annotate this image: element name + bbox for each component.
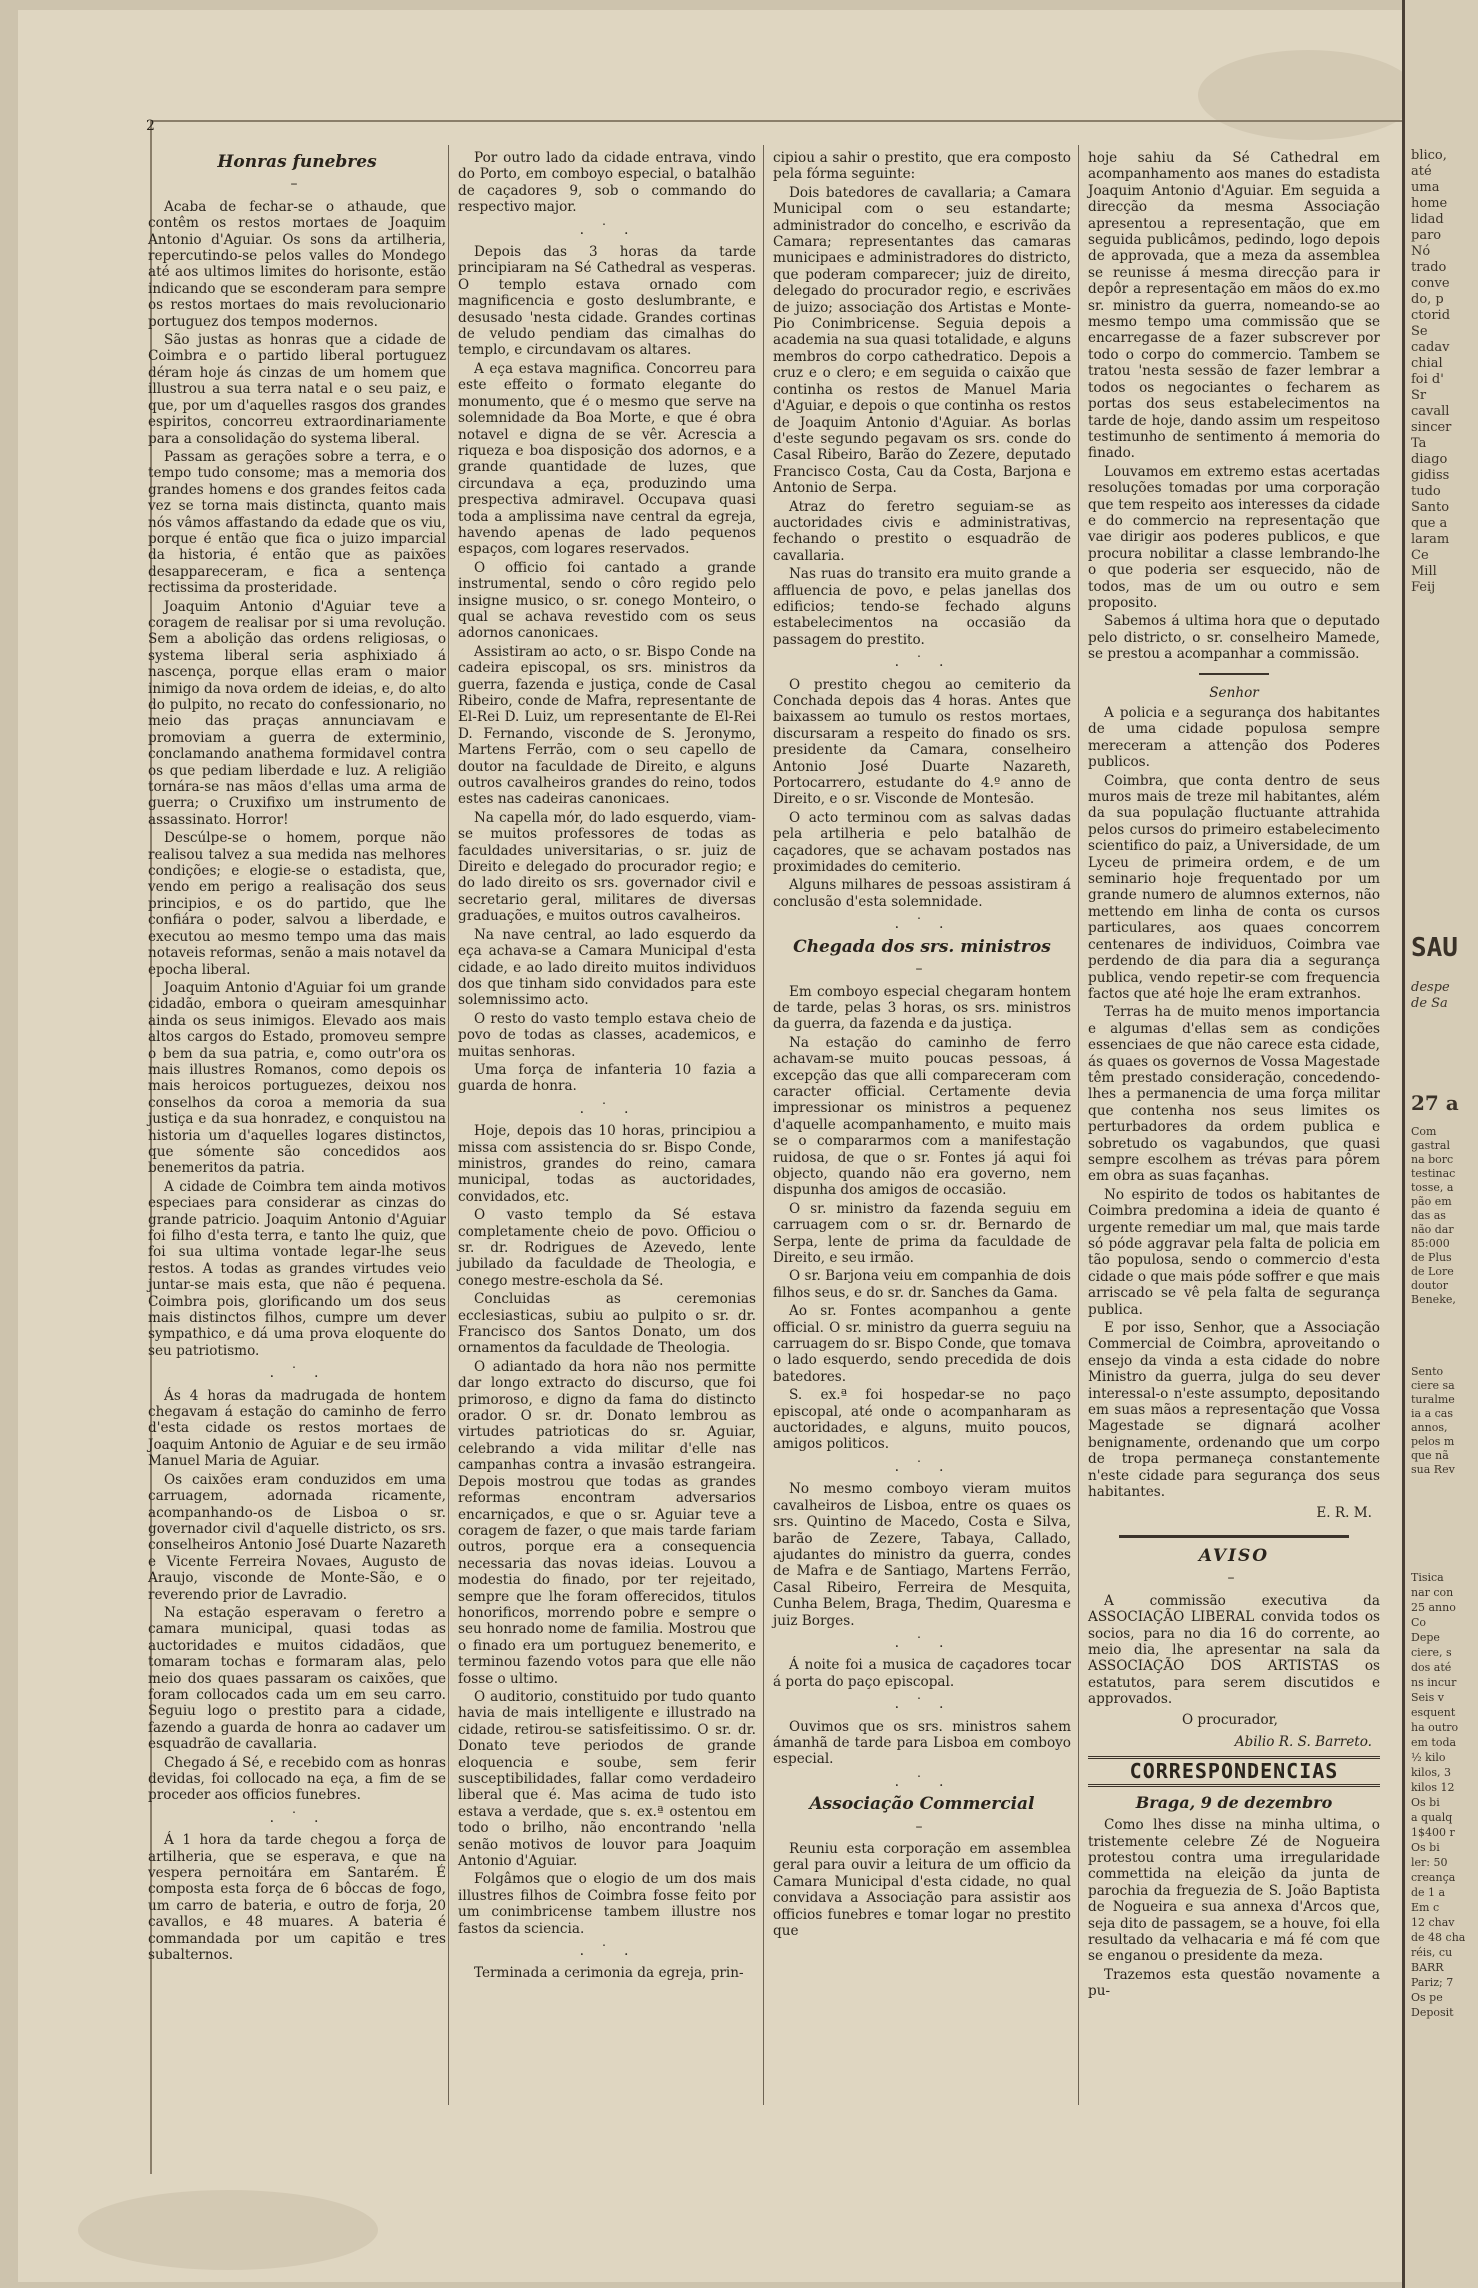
edge-text-mid <box>1411 1125 1478 1307</box>
edge-line: despe <box>1411 980 1450 995</box>
edge-line: Sento <box>1411 1365 1444 1378</box>
paragraph: Concluidas as ceremonias ecclesiasticas, subiu ao pulpito o sr. dr. Francisco dos Santos Donato, um dos ornamentos da faculdade de Theologia. <box>458 1291 756 1357</box>
edge-line: ciere sa <box>1411 1379 1455 1392</box>
separator-dots: . ˙ . <box>579 1943 635 1960</box>
paragraph: Descúlpe-se o homem, porque não realisou talvez a sua medida nas melhores condições; e elogie-se o estadista, que, vendo em perigo a realisação dos seus principios, e os do partido, que lhe confiára o poder, salvou a liberdade, e executou ao mesmo tempo uma das mais notaveis reformas, senão a mais notavel da epocha liberal. <box>148 830 446 978</box>
edge-line: que a <box>1411 516 1448 531</box>
edge-line: BARR <box>1411 1961 1444 1974</box>
salutation: Senhor <box>1209 684 1259 701</box>
paragraph: No mesmo comboyo vieram muitos cavalheiros de Lisboa, entre os quaes os srs. Quintino de Macedo, Costa e Silva, barão de Zezere, Tabaya, Callado, ajudantes do ministro da guerra, condes de Mafra e de Santiago, Martens Ferrão, Casal Ribeiro, Ferreira de Mesquita, Cunha Belem, Braga, Thedim, Quaresma e juiz Borges. <box>773 1481 1071 1629</box>
edge-line: Ce <box>1411 548 1429 563</box>
notice-signature: Abilio R. S. Barreto. <box>1234 1733 1372 1750</box>
paragraph: O acto terminou com as salvas dadas pela artilheria e pelo batalhão de caçadores, que se achavam postados nas proximidades do cemiterio. <box>773 809 1071 876</box>
paragraph: cipiou a sahir o prestito, que era composto pela fórma seguinte: <box>773 150 1071 183</box>
edge-line: diago <box>1411 452 1448 467</box>
edge-line: conve <box>1411 276 1450 291</box>
separator-dots: . ˙ . <box>894 916 950 933</box>
edge-line: ia a cas <box>1411 1407 1453 1420</box>
separator-dots: . ˙ . <box>894 1696 950 1713</box>
article-title-honras-funebres: Honras funebres <box>217 152 377 172</box>
separator-dots: . ˙ . <box>269 1809 325 1826</box>
paragraph: Atraz do feretro seguiam-se as auctoridades civis e administrativas, fechando o prestito o esquadrão de cavallaria. <box>773 498 1071 564</box>
separator-dash: – <box>1227 1570 1241 1587</box>
edge-line: uma <box>1411 180 1440 195</box>
paragraph: Joaquim Antonio d'Aguiar teve a coragem de realisar por si uma revolução. Sem a abolição das ordens religiosas, o systema liberal seria asphixiado á nascença, porque ellas eram o maior inimigo da nova ordem de ideias, e, do alto do pulpito, no recato do confessionario, no meio das praças annunciavam e promoviam a guerra de exterminio, conclamando anathema formidavel contra os que pediam liberdade e luz. A religião tornára-se nas mãos d'ellas uma arma de guerra; o Cruxifixo um instrumento de assassinato. Horror! <box>148 598 446 828</box>
separator-dots: . ˙ . <box>894 1458 950 1475</box>
paragraph: Ás 4 horas da madrugada de hontem chegavam á estação do caminho de ferro d'esta cidade os restos mortaes de Joaquim Antonio de Aguiar e de seu irmão Manuel Maria de Aguiar. <box>148 1387 446 1470</box>
paragraph: Sabemos á ultima hora que o deputado pelo districto, o sr. conselheiro Mamede, se prestou a acompanhar a commissão. <box>1088 613 1380 663</box>
edge-line: Se <box>1411 324 1428 339</box>
paragraph: Trazemos esta questão novamente a pu- <box>1088 1966 1380 2000</box>
article-body <box>148 199 446 1964</box>
edge-line: trado <box>1411 260 1447 275</box>
edge-line: ler: 50 <box>1411 1856 1448 1869</box>
edge-line: paro <box>1411 228 1442 243</box>
notice-text: A commissão executiva da ASSOCIAÇÃO LIBERAL convida todos os socios, para no dia 16 do corrente, ao meio dia, lhe apresentar na sala da ASSOCIAÇÃO DOS ARTISTAS os estatutos, para serem discutidos e approvados. <box>1088 1592 1380 1708</box>
edge-line: pelos m <box>1411 1435 1455 1448</box>
edge-line: kilos, 3 <box>1411 1766 1451 1779</box>
paragraph: O officio foi cantado a grande instrumental, sendo o côro regido pelo insigne musico, o sr. conego Monteiro, o qual se achava revestido com os seus adornos canonicaes. <box>458 559 756 642</box>
column-separator <box>1078 145 1079 2105</box>
edge-line: Co <box>1411 1616 1427 1629</box>
article-title-associacao-commercial: Associação Commercial <box>809 1794 1035 1815</box>
paragraph: O adiantado da hora não nos permitte dar longo extracto do discurso, que foi primoroso, e digno da fama do distincto orador. O sr. dr. Donato lembrou as virtudes patrioticas do sr. Aguiar, celebrando a vida militar d'elle nas campanhas contra a invasão estrangeira. Depois mostrou que todas as grandes reformas encontram adversarios encarniçados, e que o sr. Aguiar teve a coragem de fazer, o que mais tarde fariam outros, porque era a consequencia necessaria das novas ideias. Louvou a modestia do finado, por ter rejeitado, sempre que lhe foram offerecidos, titulos honorificos, morrendo pobre e sempre o seu honrado nome de familia. Mostrou que o finado era um portuguez benemerito, e terminou fazendo votos para que elle não fosse o ultimo. <box>458 1358 756 1687</box>
paragraph: Joaquim Antonio d'Aguiar foi um grande cidadão, embora o queiram amesquinhar ainda os seus inimigos. Elevado aos mais altos cargos do Estado, promoveu sempre o bem da sua patria, e, como outr'ora os mais illustres Romanos, como depois os mais heroicos portuguezes, deixou nos conselhos da coroa a memoria da sua justiça e da sua honradez, e conquistou na historia um d'aquelles logares distinctos, que sómente são concedidos aos benemeritos da patria. <box>148 979 446 1177</box>
edge-line: Pariz; 7 <box>1411 1976 1454 1989</box>
paragraph: Por outro lado da cidade entrava, vindo do Porto, em comboyo especial, o batalhão de caçadores 9, sob o commando do respectivo major. <box>458 150 756 216</box>
edge-line: Os bi <box>1411 1796 1440 1809</box>
edge-line: Feij <box>1411 580 1436 595</box>
edge-line: chial <box>1411 356 1443 371</box>
edge-line: 85:000 <box>1411 1237 1450 1250</box>
edge-line: 25 anno <box>1411 1601 1456 1614</box>
edge-line: lidad <box>1411 212 1444 227</box>
paper-stain <box>78 2190 378 2270</box>
paragraph: A eça estava magnifica. Concorreu para este effeito o formato elegante do monumento, que é o mesmo que serve na solemnidade da Boa Morte, e que é obra notavel e digna de se vêr. Acrescia a riqueza e boa disposição dos adornos, e a grande quantidade de luzes, que circundava a eça, produzindo uma prespectiva admiravel. Occupava quasi toda a amplissima nave central da egreja, havendo apenas de lado pequenos espaços, com logares reservados. <box>458 360 756 558</box>
edge-line: até <box>1411 164 1432 179</box>
edge-subtitle <box>1411 980 1478 1012</box>
edge-line: creança <box>1411 1871 1456 1884</box>
paragraph: Na estação esperavam o feretro a camara municipal, quasi todas as auctoridades e muitos cidadãos, que tomaram tochas e formaram alas, pelo meio dos quaes passaram os caixões, que foram collocados cada um em seu carro. Seguiu logo o prestito para a cidade, fazendo a guarda de honra ao cadaver um esquadrão de cavallaria. <box>148 1604 446 1753</box>
edge-line: turalme <box>1411 1393 1455 1406</box>
edge-line: Nó <box>1411 244 1431 259</box>
edge-line: laram <box>1411 532 1450 547</box>
edge-line: dos até <box>1411 1661 1452 1674</box>
edge-line: doutor <box>1411 1279 1449 1292</box>
edge-line: de Plus <box>1411 1251 1452 1264</box>
edge-line: Em c <box>1411 1901 1440 1914</box>
paragraph: O sr. ministro da fazenda seguiu em carruagem com o sr. dr. Bernardo de Serpa, lente de prima da faculdade de Direito, e seu irmão. <box>773 1200 1071 1266</box>
edge-line: que nã <box>1411 1449 1449 1462</box>
paragraph: Alguns milhares de pessoas assistiram á conclusão d'esta solemnidade. <box>773 877 1071 910</box>
edge-text-bottom <box>1411 1570 1478 2020</box>
separator-dots: . ˙ . <box>579 221 635 238</box>
edge-line: Santo <box>1411 500 1450 515</box>
edge-heading: SAU <box>1411 933 1458 963</box>
rule-separator <box>1199 673 1269 675</box>
edge-line: Mill <box>1411 564 1437 579</box>
column-separator <box>448 145 449 2105</box>
edge-line: Os pe <box>1411 1991 1443 2004</box>
dateline: Braga, 9 de dezembro <box>1135 1792 1333 1812</box>
edge-line: de Sa <box>1411 996 1448 1011</box>
edge-line: blico, <box>1411 148 1447 163</box>
edge-line: das as <box>1411 1209 1446 1222</box>
separator-dash: – <box>290 176 304 193</box>
edge-line: 1$400 r <box>1411 1826 1455 1839</box>
paragraph: Passam as gerações sobre a terra, e o tempo tudo consome; mas a memoria dos grandes homens e dos grandes feitos cada vez se torna mais distincta, quanto mais nós vâmos affastando da edade que os viu, porque é então que fica o juizo imparcial da historia, é então que as paixões desappareceram, e fica a sentença rectissima da prosteridade. <box>148 448 446 597</box>
edge-line: cadav <box>1411 340 1450 355</box>
paragraph: Na capella mór, do lado esquerdo, viam-se muitos professores de todas as faculdades universitarias, o sr. juiz de Direito e delegado do procurador regio; e do lado direito os srs. governador civil e secretario geral, militares de diversas graduações, e muitos outros cavalheiros. <box>458 809 756 925</box>
paragraph: Folgâmos que o elogio de um dos mais illustres filhos de Coimbra fosse feito por um conimbricense tambem illustre nos fastos da sciencia. <box>458 1871 756 1937</box>
paragraph: Ao sr. Fontes acompanhou a gente official. O sr. ministro da guerra seguiu na carruagem do sr. Bispo Conde, que tomava o lado esquerdo, sendo precedida de dois batedores. <box>773 1303 1071 1385</box>
column-4 <box>1088 150 1380 2002</box>
edge-line: home <box>1411 196 1448 211</box>
edge-line: Sr <box>1411 388 1427 403</box>
edge-line: ciere, s <box>1411 1646 1452 1659</box>
edge-line: de 48 cha <box>1411 1931 1466 1944</box>
edge-line: Tisica <box>1411 1571 1444 1584</box>
separator-dash: – <box>915 1818 929 1835</box>
edge-line: pão em <box>1411 1195 1452 1208</box>
page-number: 2 <box>146 118 155 134</box>
separator-dash: – <box>915 961 929 978</box>
paragraph: São justas as honras que a cidade de Coimbra e o partido liberal portuguez déram hoje ás cinzas de um homem que illustrou a sua terra natal e o seu paiz, e que, por um d'aquelles rasgos dos grandes espiritos, concorreu extraordinariamente para a consolidação do systema liberal. <box>148 332 446 447</box>
signature: E. R. M. <box>1316 1504 1372 1521</box>
edge-line: de Lore <box>1411 1265 1454 1278</box>
paragraph: Nas ruas do transito era muito grande a affluencia de povo, e pelas janellas dos edificios; tendo-se fechado alguns estabelecimentos na occasião da passagem do prestito. <box>773 566 1071 648</box>
edge-text-top <box>1411 148 1478 596</box>
paragraph: Coimbra, que conta dentro de seus muros mais de treze mil habitantes, além da sua população fluctuante attrahida pelos cursos do primeiro estabelecimento scientifico do paiz, a Universidade, de um Lyceu de primeira ordem, e de um seminario hoje frequentado por um grande numero de alumnos externos, não mettendo em linha de conta os cursos particulares, aos quaes concorrem centenares de individuos, Coimbra vae perdendo de dia para dia a segurança publica, vendo repetir-se com frequencia factos que até hoje lhe eram extranhos. <box>1088 772 1380 1002</box>
paragraph: Assistiram ao acto, o sr. Bispo Conde na cadeira episcopal, os srs. ministros da guerra, fazenda e justiça, conde de Casal Ribeiro, conde de Mafra, representante de El-Rei D. Luiz, um representante de El-Rei D. Fernando, visconde de S. Jeronymo, Martens Ferrão, com o seu capello de doutor na faculdade de Direito, e alguns outros cavalheiros grandes do reino, todos estes nas cadeiras canonicaes. <box>458 643 756 808</box>
edge-line: esquent <box>1411 1706 1456 1719</box>
paragraph: Acaba de fechar-se o athaude, que contêm os restos mortaes de Joaquim Antonio d'Aguiar. Os sons da artilheria, repercutindo-se pelos valles do Mondego até aos ultimos limites do horisonte, estão indicando que se esconderam para sempre os restos mortaes do mais revolucionario portuguez dos tempos modernos. <box>148 198 446 330</box>
paragraph: Na nave central, ao lado esquerdo da eça achava-se a Camara Municipal d'esta cidade, e ao lado direito muitos individuos dos que tinham sido convidados para este solemnissimo acto. <box>458 926 756 1009</box>
edge-line: gastral <box>1411 1139 1450 1152</box>
separator-dots: . ˙ . <box>894 1634 950 1651</box>
edge-line: ha outro <box>1411 1721 1459 1734</box>
edge-line: Com <box>1411 1125 1437 1138</box>
paragraph: O prestito chegou ao cemiterio da Conchada depois das 4 horas. Antes que baixassem ao tumulo os restos mortaes, discursaram a respeito do finado os srs. presidente da Camara, conselheiro Antonio José Duarte Nazareth, Portocarrero, estudante do 4.º anno de Direito, e o sr. Visconde de Montesão. <box>773 676 1071 808</box>
edge-line: sua Rev <box>1411 1463 1455 1476</box>
edge-line: na borc <box>1411 1153 1454 1166</box>
paragraph: Chegado á Sé, e recebido com as honras devidas, foi collocado na eça, a fim de se proceder aos officios funebres. <box>148 1754 446 1804</box>
paragraph: Terminada a cerimonia da egreja, prin- <box>474 1965 744 1982</box>
paragraph: Hoje, depois das 10 horas, principiou a missa com assistencia do sr. Bispo Conde, ministros, grandes do reino, camara municipal, todas as auctoridades, convidados, etc. <box>458 1123 756 1205</box>
separator-dots: . ˙ . <box>269 1365 325 1382</box>
notice-title: AVISO <box>1198 1545 1270 1566</box>
column-3 <box>773 150 1071 1941</box>
paragraph: O auditorio, constituido por tudo quanto havia de mais intelligente e illustrado na cidade, retirou-se satisfeitissimo. O sr. dr. Donato teve periodos de grande eloquencia e soube, sem ferir susceptibilidades, fallar como verdadeiro liberal que é. Mas acima de tudo isto estava a verdade, que s. ex.ª ostentou em todo o brilho, não encontrando 'nella senão motivos de louvor para Joaquim Antonio d'Aguiar. <box>458 1688 756 1870</box>
paragraph: O sr. Barjona veiu em companhia de dois filhos seus, e do sr. dr. Sanches da Gama. <box>773 1268 1071 1301</box>
paragraph: Dois batedores de cavallaria; a Camara Municipal com o seu estandarte; administrador do concelho, e escrivão da Camara; representantes das camaras municipaes e administradores do districto, que poderam comparecer; juiz de direito, delegado do procurador regio, e escrivães de juizo; associação dos Artistas e Monte-Pio Conimbricense. Seguia depois a academia na sua quasi totalidade, e alguns membros do corpo cathedratico. Depois a cruz e o clero; e em seguida o caixão que continha os restos de Manuel Maria d'Aguiar, e depois o que continha os restos de Joaquim Antonio d'Aguiar. As borlas d'este segundo pegavam os srs. conde do Casal Ribeiro, Barão do Zezere, deputado Francisco Costa, Cau da Costa, Barjona e Antonio de Serpa. <box>773 184 1071 497</box>
paragraph: Reuniu esta corporação em assemblea geral para ouvir a leitura de um officio da Camara Municipal d'esta cidade, no qual convidava a Associação para assistir aos officios funebres e tomar logar no prestito que <box>773 1841 1071 1940</box>
edge-line: Depe <box>1411 1631 1440 1644</box>
paragraph: hoje sahiu da Sé Cathedral em acompanhamento aos manes do estadista Joaquim Antonio d'Aguiar. Em seguida a direcção da mesma Associação apresentou a representação, que em seguida publicâmos, pedindo, logo depois de approvada, que a meza da assemblea se reunisse á mesma direcção para ir depôr a representação em mãos do ex.mo sr. ministro da guerra, nomeando-se ao mesmo tempo uma commissão que se encarregasse de a fazer subscrever por todo o corpo do commercio. Tambem se tratou 'nesta sessão de fazer lembrar a todos os negociantes o fecharem as portas dos seus estabelecimentos na tarde de hoje, dando assim um respeitoso testimunho de sentimento á memoria do finado. <box>1088 150 1380 462</box>
edge-line: gidiss <box>1411 468 1450 483</box>
edge-line: kilos 12 <box>1411 1781 1455 1794</box>
edge-line: réis, cu <box>1411 1946 1453 1959</box>
section-title-correspondencias: CORRESPONDENCIAS <box>1088 1756 1380 1786</box>
edge-line: Os bi <box>1411 1841 1440 1854</box>
edge-line: em toda <box>1411 1736 1457 1749</box>
edge-line: de 1 a <box>1411 1886 1446 1899</box>
edge-line: Ta <box>1411 436 1427 451</box>
paragraph: Em comboyo especial chegaram hontem de tarde, pelas 3 horas, os srs. ministros da guerra, da fazenda e da justiça. <box>773 983 1071 1033</box>
separator-dots: . ˙ . <box>579 1100 635 1117</box>
rule-separator <box>1119 1535 1349 1538</box>
paragraph: S. ex.ª foi hospedar-se no paço episcopal, até onde o acompanharam as auctoridades, e alguns, muito poucos, amigos politicos. <box>773 1387 1071 1453</box>
edge-number: 27 a <box>1411 1091 1459 1115</box>
paragraph: Terras ha de muito menos importancia e algumas d'ellas sem as condições essenciaes de que não carece esta cidade, ás quaes os governos de Vossa Magestade têm prestado consideração, concedendo-lhes a permanencia de uma força militar que contenha nos seus limites os perturbadores da ordem publica e sobretudo os vagabundos, que quasi sempre escolhem as trévas para pôrem em obra as suas façanhas. <box>1088 1004 1380 1185</box>
paragraph: Ouvimos que os srs. ministros sahem ámanhã de tarde para Lisboa em comboyo especial. <box>773 1718 1071 1768</box>
paragraph: Depois das 3 horas da tarde principiaram na Sé Cathedral as vesperas. O templo estava ornado com magnificencia e gosto deslumbrante, e desusado 'nesta cidade. Grandes cortinas de veludo pendiam das cimalhas do templo, e circundavam os altares. <box>458 244 756 359</box>
paragraph: A policia e a segurança dos habitantes de uma cidade populosa sempre mereceram a attenção dos Poderes publicos. <box>1088 705 1380 771</box>
article-title-chegada-ministros: Chegada dos srs. ministros <box>793 936 1051 957</box>
edge-line: Deposit <box>1411 2006 1454 2019</box>
edge-line: ns incur <box>1411 1676 1457 1689</box>
paragraph: Na estação do caminho de ferro achavam-se muito poucas pessoas, á excepção das que alli compareceram com caracter official. Certamente devia impressionar os ministros a pequenez d'aquelle acompanhamento, e muito mais se o compararmos com a manifestação ruidosa, de que o sr. Fontes já aqui foi objecto, quando não era governo, nem dispunha dos amigos de occasião. <box>773 1034 1071 1199</box>
paragraph: O vasto templo da Sé estava completamente cheio de povo. Officiou o sr. dr. Rodrigues de Azevedo, lente jubilado da faculdade de Theologia, e conego mestre-eschola da Sé. <box>458 1207 756 1289</box>
separator-dots: . ˙ . <box>894 1773 950 1790</box>
paragraph: Á 1 hora da tarde chegou a força de artilheria, que se esperava, e que na vespera pernoitára em Santarém. É composta esta força de 6 bôccas de fogo, um carro de bateria, e outro de forja, 20 cavallos, e 48 muares. A bateria é commandada por um capitão e tres subalternos. <box>148 1832 446 1964</box>
column-2 <box>458 150 756 1984</box>
edge-line: testinac <box>1411 1167 1456 1180</box>
edge-line: a qualq <box>1411 1811 1453 1824</box>
paragraph: No espirito de todos os habitantes de Coimbra predomina a ideia de quanto é urgente remediar um mal, que mais tarde só póde aggravar pela falta de policia em tão populosa, sendo o commercio d'esta cidade o que mais póde soffrer e que mais arriscado se vê pela falta de segurança publica. <box>1088 1186 1380 1318</box>
paragraph: O resto do vasto templo estava cheio de povo de todas as classes, academicos, e muitas senhoras. <box>458 1010 756 1060</box>
paragraph: A cidade de Coimbra tem ainda motivos especiaes para considerar as cinzas do grande patricio. Joaquim Antonio d'Aguiar foi filho d'esta terra, e tanto lhe quiz, que foi sua ultima vontade legar-lhe seus restos. A todas as grandes virtudes veio juntar-se mais esta, que não é pequena. Coimbra pois, glorificando um dos seus mais distinctos filhos, cumpre um dever sympathico, e dá uma prova eloquente do seu patriotismo. <box>148 1178 446 1359</box>
paragraph: Á noite foi a musica de caçadores tocar á porta do paço episcopal. <box>773 1657 1071 1690</box>
edge-line: não dar <box>1411 1223 1454 1236</box>
edge-text-low <box>1411 1365 1478 1477</box>
edge-line: ctorid <box>1411 308 1451 323</box>
edge-line: nar con <box>1411 1586 1454 1599</box>
edge-line: ½ kilo <box>1411 1751 1446 1764</box>
edge-line: do, p <box>1411 292 1444 307</box>
edge-line: 12 chav <box>1411 1916 1455 1929</box>
paragraph: Os caixões eram conduzidos em uma carruagem, adornada ricamente, acompanhando-os de Lisboa o sr. governador civil d'aquelle districto, os srs. conselheiros Antonio José Duarte Nazareth e Vicente Ferreira Novaes, Augusto de Araujo, visconde de Monte-São, e o reverendo prior de Lavradio. <box>148 1471 446 1603</box>
edge-line: sincer <box>1411 420 1452 435</box>
edge-line: tosse, a <box>1411 1181 1454 1194</box>
edge-line: Seis v <box>1411 1691 1444 1704</box>
paragraph: Uma força de infanteria 10 fazia a guarda de honra. <box>458 1061 756 1095</box>
edge-line: foi d' <box>1411 372 1444 387</box>
paragraph: E por isso, Senhor, que a Associação Commercial de Coimbra, aproveitando o ensejo da vinda a esta cidade do nobre Ministro da guerra, julga do seu dever interessal-o n'este assumpto, depositando em suas mãos a representação que Vossa Magestade se dignará acolher benignamente, ordenando que um corpo de tropa permaneça constantemente n'este cidade para segurança dos seus habitantes. <box>1088 1320 1380 1501</box>
notice-role: O procurador, <box>1181 1711 1279 1728</box>
edge-line: annos, <box>1411 1421 1448 1434</box>
column-separator <box>763 145 764 2105</box>
edge-line: Beneke, <box>1411 1293 1456 1306</box>
edge-line: tudo <box>1411 484 1441 499</box>
adjacent-page-edge <box>1402 0 1478 2288</box>
separator-dots: . ˙ . <box>894 654 950 671</box>
paragraph: Louvamos em extremo estas acertadas resoluções tomadas por uma corporação que tem respeito aos interesses da cidade e do commercio na representação que vae dirigir aos poderes publicos, e que procura nobilitar a classe lembrando-lhe o que poderia ser esquecido, não de todos, mas de um ou outro e sem proposito. <box>1088 463 1380 611</box>
column-1 <box>148 150 446 1965</box>
edge-line: cavall <box>1411 404 1450 419</box>
paragraph: Como lhes disse na minha ultima, o tristemente celebre Zé de Nogueira protestou contra uma irregularidade commettida na eleição da junta de parochia da freguezia de S. João Baptista de Nogueira e sua annexa d'Arcos que, seja dito de passagem, se a houve, foi ella resultado da velhacaria e má fé com que se enganou o presidente da meza. <box>1088 1817 1380 1965</box>
